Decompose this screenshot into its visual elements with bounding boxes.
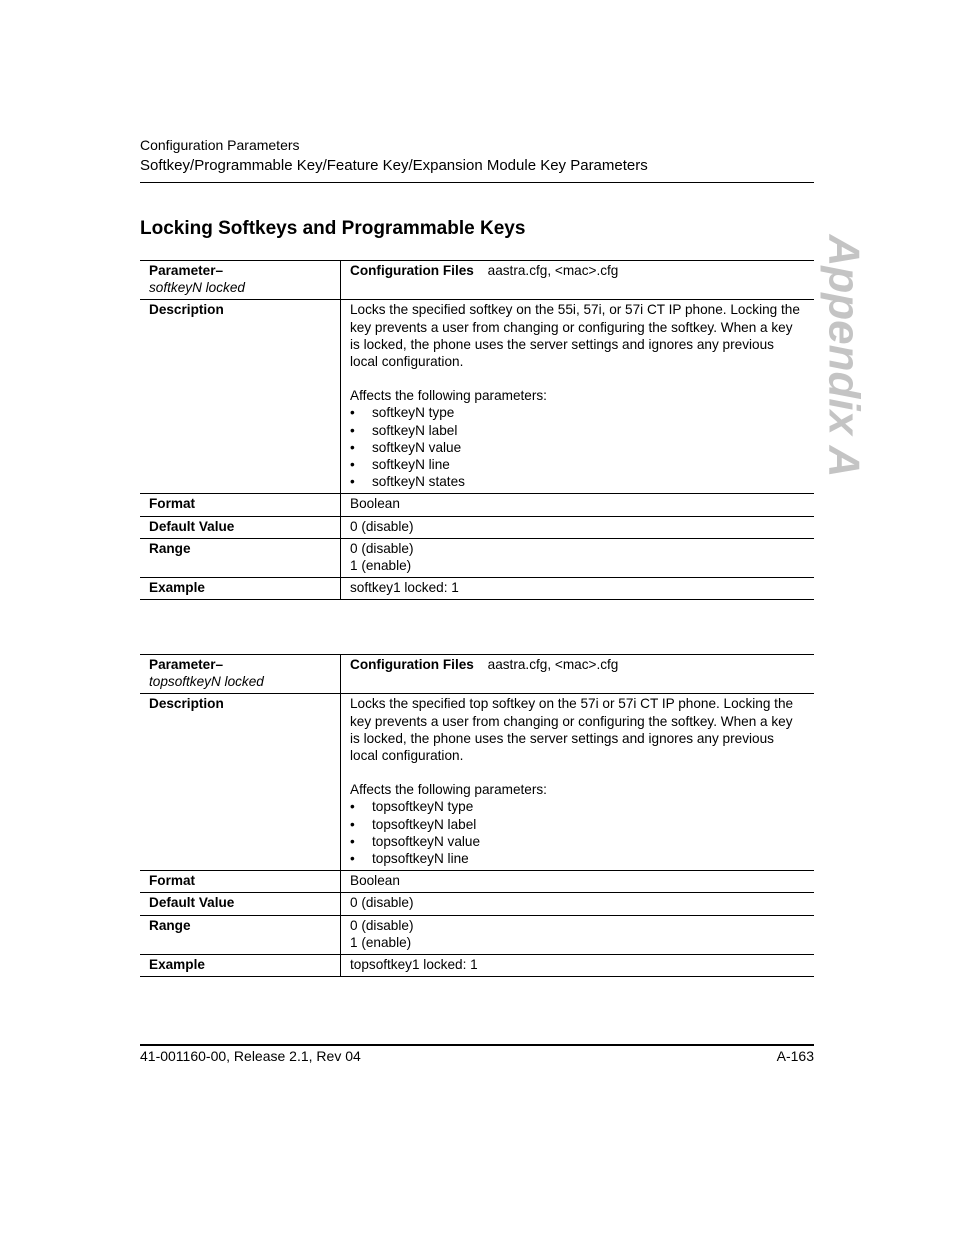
format-value: Boolean [341,871,815,893]
table-row-example [140,578,814,600]
description-cell [341,300,815,494]
table-row-description [140,694,814,871]
list-item: • topsoftkeyN value [350,833,805,850]
table-row-parameter [140,655,814,694]
range-value: 1 (enable) [350,558,412,574]
affected-parameters-list [350,798,805,867]
range-value: 0 (disable) [350,540,414,556]
description-cell [341,694,815,871]
parameter-label: Parameter– [149,263,224,278]
example-value: softkey1 locked: 1 [341,578,815,600]
list-item: • softkeyN states [350,473,805,490]
config-files-label: Configuration Files [350,657,474,672]
config-files-cell [341,261,815,300]
footer-divider [140,1044,814,1046]
range-label: Range [140,538,341,577]
table-row-example [140,955,814,977]
parameter-table-softkey-locked [140,260,814,600]
range-label: Range [140,915,341,954]
format-label: Format [140,871,341,893]
table-row-format [140,494,814,516]
table-row-range [140,915,814,954]
format-value: Boolean [341,494,815,516]
section-title: Locking Softkeys and Programmable Keys [140,218,526,239]
affects-label: Affects the following parameters: [350,388,547,404]
example-value: topsoftkey1 locked: 1 [341,955,815,977]
range-cell [341,915,815,954]
running-header-section: Softkey/Programmable Key/Feature Key/Expansion Module Key Parameters [140,157,648,174]
parameter-name: softkeyN locked [149,280,245,296]
header-divider [140,182,814,183]
appendix-side-tab-label: Appendix A [819,234,869,477]
parameter-name: topsoftkeyN locked [149,674,264,690]
list-item: • softkeyN type [350,404,805,421]
footer-page-number: A-163 [776,1048,814,1064]
config-files-cell [341,655,815,694]
parameter-table-topsoftkey-locked [140,654,814,977]
example-label: Example [140,955,341,977]
parameter-cell [140,655,341,694]
appendix-side-tab [819,234,869,477]
parameter-cell [140,261,341,300]
description-text: Locks the specified softkey on the 55i, 57i, or 57i CT IP phone. Locking the key prevents a user from changing or configuring the softkey. When a key is locked, the phone uses the server settings and ignores any previous local configuration. [350,302,800,370]
range-value: 0 (disable) [350,917,414,933]
default-value: 0 (disable) [341,516,815,538]
description-label: Description [140,694,341,871]
affects-label: Affects the following parameters: [350,782,547,798]
default-value-label: Default Value [140,516,341,538]
table-row-format [140,871,814,893]
parameter-label: Parameter– [149,657,224,672]
range-cell [341,538,815,577]
config-files-value: aastra.cfg, <mac>.cfg [487,263,619,278]
list-item: • topsoftkeyN type [350,798,805,815]
affected-parameters-list [350,404,805,490]
table-row-default [140,893,814,915]
range-value: 1 (enable) [350,934,412,950]
example-label: Example [140,578,341,600]
footer-document-id: 41-001160-00, Release 2.1, Rev 04 [140,1048,361,1064]
config-files-value: aastra.cfg, <mac>.cfg [487,657,619,672]
config-files-label: Configuration Files [350,263,474,278]
table-row-default [140,516,814,538]
description-label: Description [140,300,341,494]
format-label: Format [140,494,341,516]
list-item: • topsoftkeyN line [350,850,805,867]
list-item: • softkeyN label [350,422,805,439]
table-row-parameter [140,261,814,300]
running-header-chapter: Configuration Parameters [140,137,300,153]
list-item: • topsoftkeyN label [350,816,805,833]
default-value: 0 (disable) [341,893,815,915]
list-item: • softkeyN line [350,456,805,473]
table-row-description [140,300,814,494]
default-value-label: Default Value [140,893,341,915]
description-text: Locks the specified top softkey on the 57i or 57i CT IP phone. Locking the key prevents a user from changing or configuring the softkey. When a key is locked, the phone uses the server settings and ignores any previous local configuration. [350,696,794,764]
table-row-range [140,538,814,577]
list-item: • softkeyN value [350,439,805,456]
